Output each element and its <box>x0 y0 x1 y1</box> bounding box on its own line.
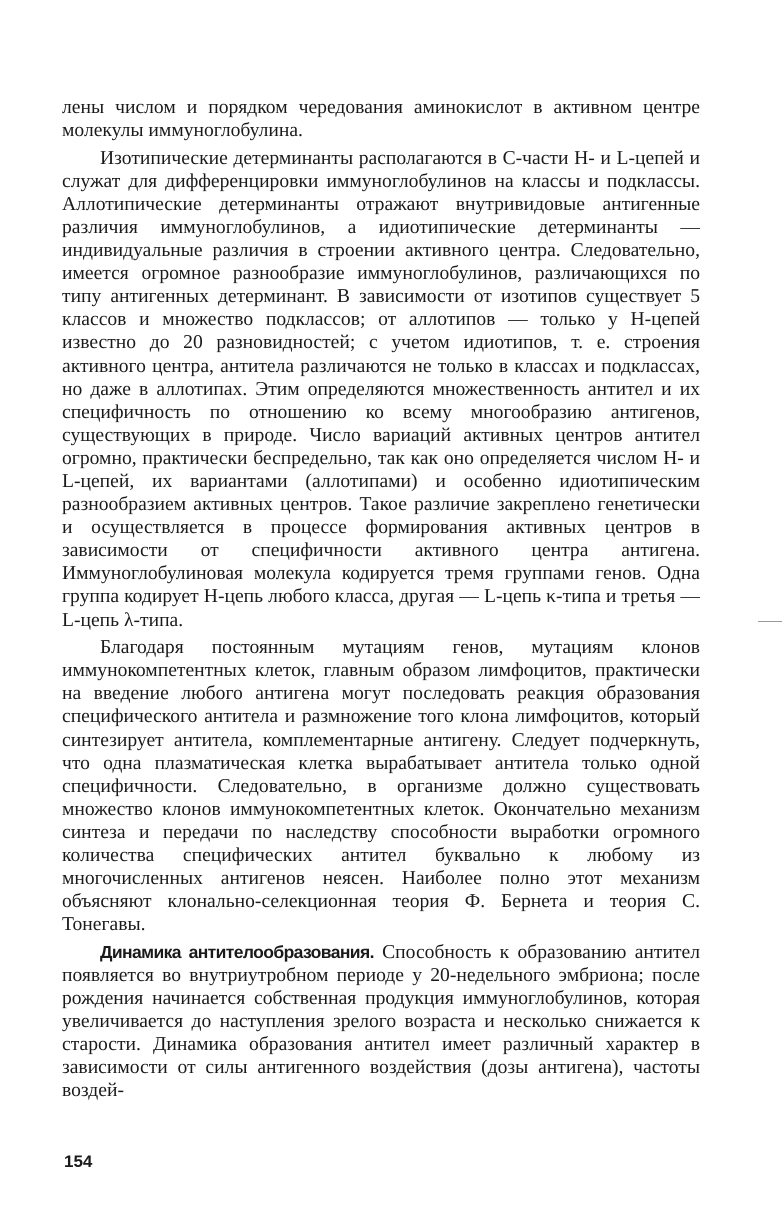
paragraph-isotypic-determinants: Изотипические детерминанты располагаются в С-части Н- и L-цепей и служат для дифференцировки иммуноглобулинов на классы и подклассы. Аллотипические детерминанты отражают внутривидовые антигенные различия иммуноглобулинов, а идиотипические детерминанты — индивидуальные различия в строении активного центра. Следовательно, имеется огромное разнообразие иммуноглобулинов, различающихся по типу антигенных детерминант. В зависимости от изотипов существует 5 классов и множество подклассов; от аллотипов — только у Н-цепей известно до 20 разновидностей; с учетом идиотипов, т. е. строения активного центра, антитела различаются не только в классах и подклассах, но даже в аллотипах. Этим определяются множественность антител и их специфичность по отношению ко всему многообразию антигенов, существующих в природе. Число вариаций активных центров антител огромно, практически беспредельно, так как оно определяется числом Н- и L-цепей, их вариантами (аллотипами) и особенно идиотипическим разнообразием активных центров. Такое различие закреплено генетически и осуществляется в процессе формирования активных центров в зависимости от специфичности активного центра антигена. Иммуноглобулиновая молекула кодируется тремя группами генов. Одна группа кодирует Н-цепь любого класса, другая — L-цепь κ-типа и третья — L-цепь λ-типа. <box>62 147 700 631</box>
paragraph-antibody-dynamics-text: Способность к образованию антител появляется во внутриутробном периоде у 20-недельного эмбриона; после рождения начинается собственная продукция иммуноглобулинов, которая увеличивается до наступления зрелого возраста и несколько снижается к старости. Динамика образования антител имеет различный характер в зависимости от силы антигенного воздействия (дозы антигена), частоты воздей- <box>62 941 700 1102</box>
paragraph-mutations: Благодаря постоянным мутациям генов, мутациям клонов иммунокомпетентных клеток, главным образом лимфоцитов, практически на введение любого антигена могут последовать реакция образования специфического антитела и размножение того клона лимфоцитов, который синтезирует антитела, комплементарные антигену. Следует подчеркнуть, что одна плазматическая клетка вырабатывает антитела только одной специфичности. Следовательно, в организме должно существовать множество клонов иммунокомпетентных клеток. Окончательно механизм синтеза и передачи по наследству способности выработки огромного количества специфических антител буквально к любому из многочисленных антигенов неясен. Наиболее полно этот механизм объясняют клонально-селекционная теория Ф. Бернета и теория С. Тонегавы. <box>62 637 700 936</box>
paragraph-antibody-dynamics <box>62 941 700 1103</box>
paragraph-continuation: лены числом и порядком чередования аминокислот в активном центре молекулы иммуноглобулина. <box>62 97 700 142</box>
scan-edge-mark <box>758 621 782 622</box>
page-number: 154 <box>64 1152 93 1171</box>
section-run-in-heading: Динамика антителообразования. <box>100 941 374 962</box>
page-body <box>62 96 700 1107</box>
